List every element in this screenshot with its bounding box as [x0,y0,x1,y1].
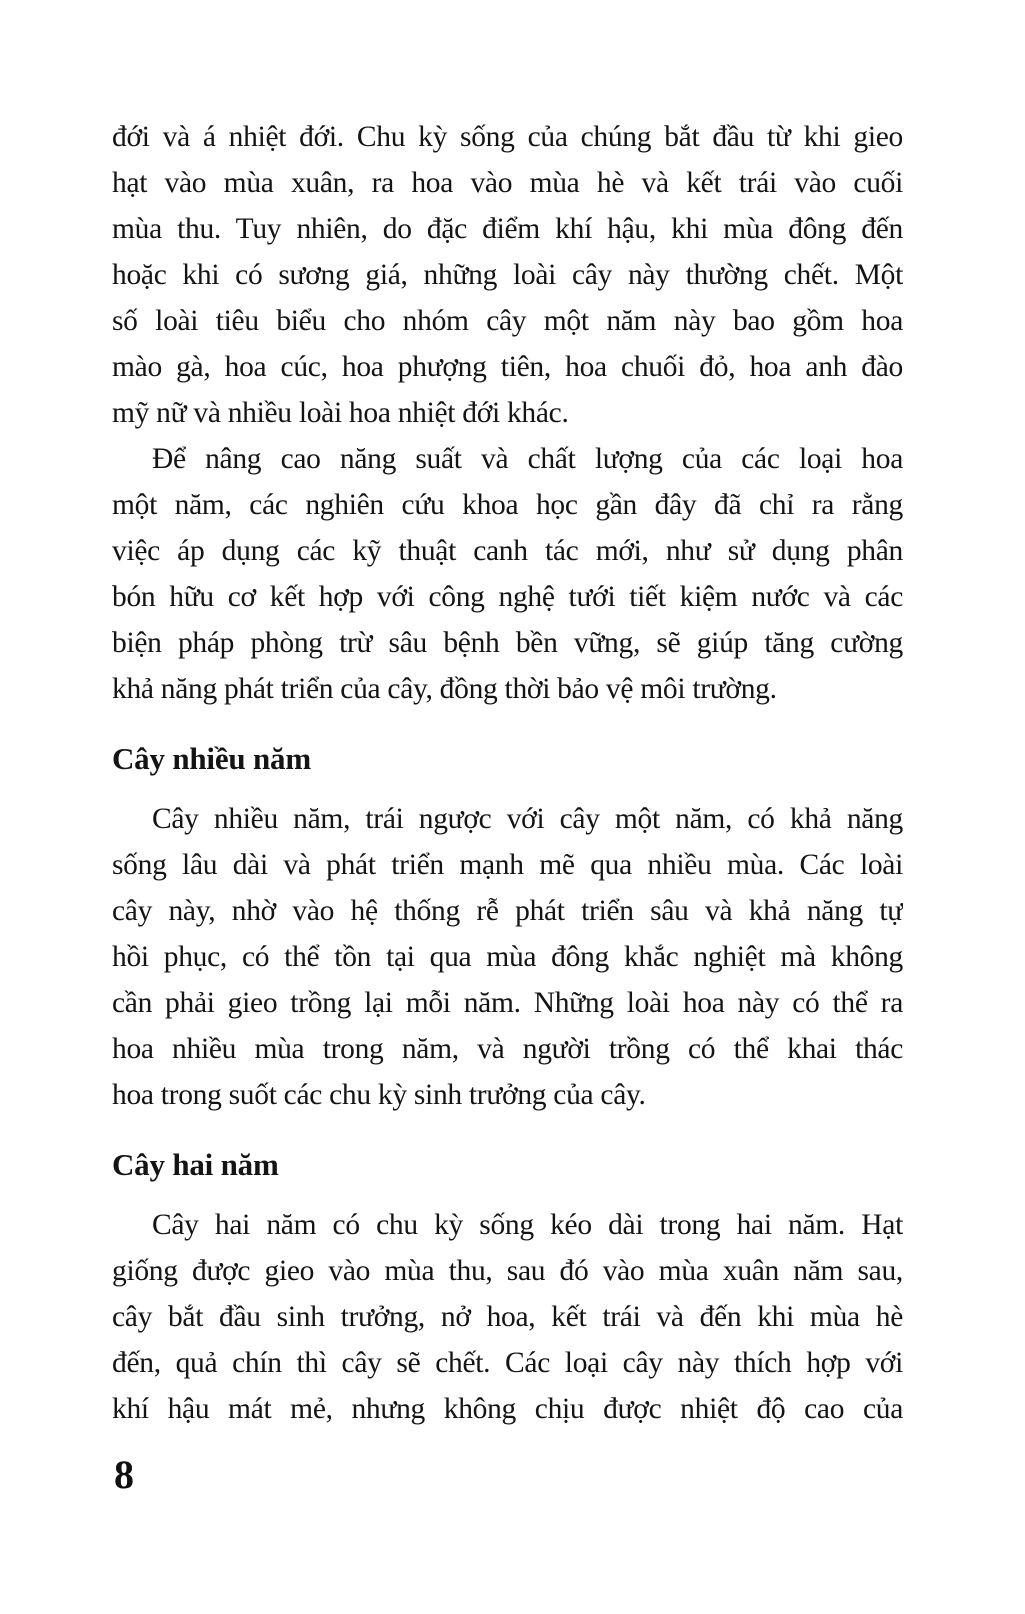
text-line: một năm, các nghiên cứu khoa học gần đây đã chỉ ra rằng [112,489,903,521]
text-line: hoa trong suốt các chu kỳ sinh trưởng của cây. [112,1079,646,1111]
text-line: hồi phục, có thể tồn tại qua mùa đông khắc nghiệt mà không [112,941,903,973]
text-line: khí hậu mát mẻ, nhưng không chịu được nhiệt độ cao của [112,1393,903,1425]
section-heading: Cây hai năm [112,1147,279,1182]
text-line: cây bắt đầu sinh trưởng, nở hoa, kết trái và đến khi mùa hè [112,1301,903,1333]
text-line: việc áp dụng các kỹ thuật canh tác mới, như sử dụng phân [112,535,903,567]
text-line: hoặc khi có sương giá, những loài cây này thường chết. Một [112,259,903,291]
text-column [112,114,903,1432]
paragraph [112,436,903,712]
text-line: cây này, nhờ vào hệ thống rễ phát triển sâu và khả năng tự [112,895,903,927]
paragraph [112,796,903,1118]
text-line: bón hữu cơ kết hợp với công nghệ tưới tiết kiệm nước và các [112,581,903,613]
text-line: mỹ nữ và nhiều loài hoa nhiệt đới khác. [112,397,569,429]
text-line: hạt vào mùa xuân, ra hoa vào mùa hè và kết trái vào cuối [112,167,903,199]
text-line: khả năng phát triển của cây, đồng thời bảo vệ môi trường. [112,673,777,705]
text-line: đến, quả chín thì cây sẽ chết. Các loại cây này thích hợp với [112,1347,903,1379]
text-line: Cây hai năm có chu kỳ sống kéo dài trong hai năm. Hạt [152,1209,903,1241]
page-number: 8 [114,1452,134,1497]
text-line: hoa nhiều mùa trong năm, và người trồng có thể khai thác [112,1033,903,1065]
text-line: sống lâu dài và phát triển mạnh mẽ qua nhiều mùa. Các loài [112,849,903,881]
text-line: Để nâng cao năng suất và chất lượng của các loại hoa [152,443,903,475]
text-line: biện pháp phòng trừ sâu bệnh bền vững, sẽ giúp tăng cường [112,627,903,659]
paragraph [112,114,903,436]
text-line: cần phải gieo trồng lại mỗi năm. Những loài hoa này có thể ra [112,987,903,1019]
section-heading: Cây nhiều năm [112,741,311,776]
text-line: giống được gieo vào mùa thu, sau đó vào mùa xuân năm sau, [112,1255,903,1287]
text-line: đới và á nhiệt đới. Chu kỳ sống của chúng bắt đầu từ khi gieo [112,121,903,153]
text-line: mào gà, hoa cúc, hoa phượng tiên, hoa chuối đỏ, hoa anh đào [112,351,903,383]
text-line: mùa thu. Tuy nhiên, do đặc điểm khí hậu, khi mùa đông đến [112,213,903,245]
paragraph [112,1202,903,1432]
text-line: Cây nhiều năm, trái ngược với cây một năm, có khả năng [152,803,903,835]
text-line: số loài tiêu biểu cho nhóm cây một năm này bao gồm hoa [112,305,903,337]
